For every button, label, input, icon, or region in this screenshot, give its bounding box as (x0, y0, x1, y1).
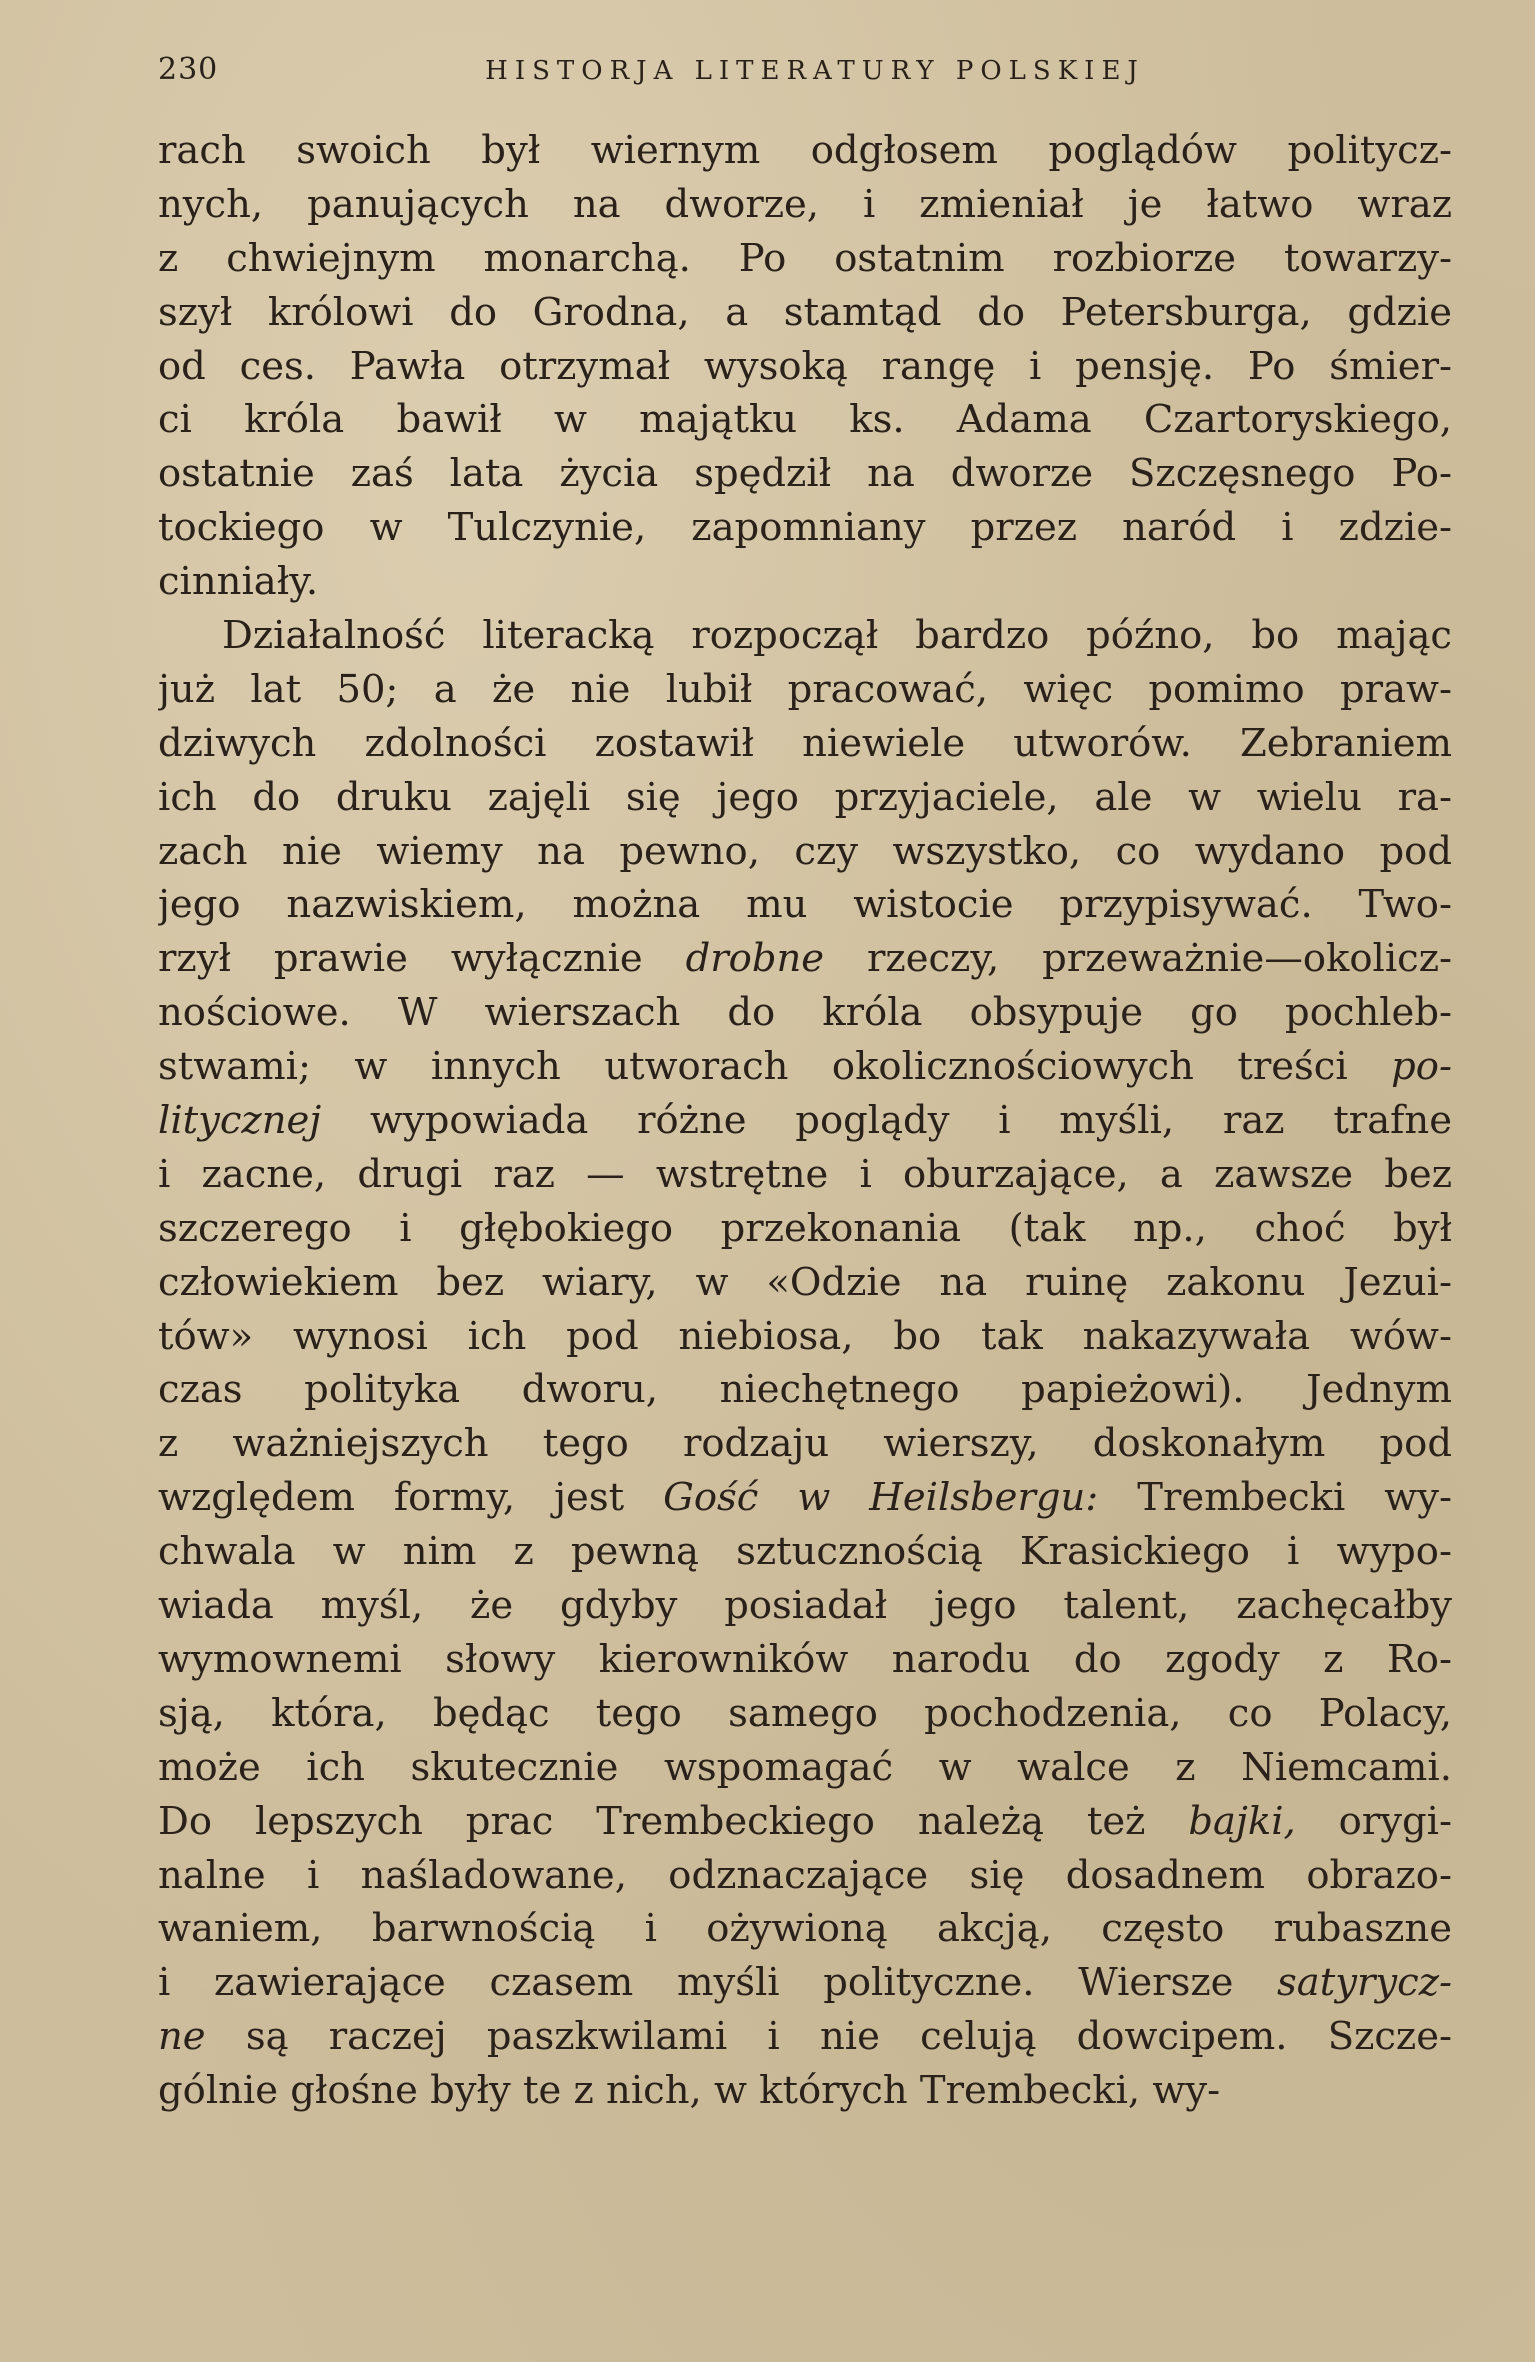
text-line (158, 1633, 1452, 1687)
text-line (158, 1956, 1452, 2010)
text-line (158, 1363, 1452, 1417)
text-line (158, 1741, 1452, 1795)
text-run: sją, która, będąc tego samego pochodzenia, co Polacy, (158, 1690, 1452, 1736)
text-run: już lat 50; a że nie lubił pracować, więc pomimo praw- (158, 666, 1452, 712)
text-line (158, 1256, 1452, 1310)
text-run: względem formy, jest (158, 1475, 664, 1521)
italic-text: ne (158, 2014, 206, 2060)
text-line (158, 1795, 1452, 1849)
text-run: Do lepszych prac Trembeckiego należą też (158, 1798, 1189, 1844)
text-run: orygi- (1295, 1798, 1452, 1844)
text-run: wypowiada różne poglądy i myśli, raz trafne (321, 1098, 1452, 1144)
text-line (158, 1094, 1452, 1148)
text-run: Działalność literacką rozpoczął bardzo późno, bo mając (222, 613, 1452, 659)
text-line (158, 771, 1452, 825)
text-line (158, 717, 1452, 771)
text-line (158, 1417, 1452, 1471)
text-run: są raczej paszkwilami i nie celują dowcipem. Szcze- (205, 2014, 1452, 2060)
text-run: tów» wynosi ich pod niebiosa, bo tak nakazywała wów- (158, 1313, 1452, 1359)
text-line (158, 340, 1452, 394)
text-line (158, 286, 1452, 340)
text-line (158, 1579, 1452, 1633)
italic-text: bajki, (1188, 1798, 1296, 1844)
text-line (158, 1202, 1452, 1256)
text-line (158, 1687, 1452, 1741)
paragraph (158, 124, 1452, 609)
page-number: 230 (158, 52, 219, 87)
text-line (158, 232, 1452, 286)
text-line (158, 932, 1452, 986)
text-run: i zawierające czasem myśli polityczne. Wiersze (158, 1960, 1278, 2006)
book-page (158, 52, 1452, 2118)
text-run: Trembecki wy- (1098, 1475, 1452, 1521)
text-run: z chwiejnym monarchą. Po ostatnim rozbiorze towarzy- (158, 235, 1452, 281)
text-line (158, 1148, 1452, 1202)
italic-text: po- (1391, 1044, 1452, 1090)
text-line (158, 555, 1452, 609)
text-run: rzeczy, przeważnie—okolicz- (824, 936, 1452, 982)
text-run: rach swoich był wiernym odgłosem poglądów politycz- (158, 128, 1452, 173)
text-run: czas polityka dworu, niechętnego papieżowi). Jednym (158, 1367, 1452, 1413)
text-line (158, 447, 1452, 501)
text-run: tockiego w Tulczynie, zapomniany przez naród i zdzie- (158, 505, 1452, 551)
text-run: szył królowi do Grodna, a stamtąd do Petersburga, gdzie (158, 289, 1452, 335)
paragraph (158, 609, 1452, 2118)
text-run: dziwych zdolności zostawił niewiele utworów. Zebraniem (158, 720, 1452, 766)
text-line (158, 501, 1452, 555)
text-line (158, 1902, 1452, 1956)
italic-text: drobne (685, 936, 825, 982)
italic-text: Gość w Heilsbergu: (663, 1475, 1099, 1521)
text-run: nych, panujących na dworze, i zmieniał je łatwo wraz (158, 181, 1452, 227)
text-line (158, 878, 1452, 932)
text-run: od ces. Pawła otrzymał wysoką rangę i pensję. Po śmier- (158, 343, 1452, 389)
text-run: nalne i naśladowane, odznaczające się dosadnem obrazo- (158, 1852, 1452, 1898)
text-line (158, 609, 1452, 663)
italic-text: satyrycz- (1277, 1960, 1452, 2006)
text-line (158, 2010, 1452, 2064)
text-run: chwala w nim z pewną sztucznością Krasickiego i wypo- (158, 1529, 1452, 1575)
running-title: HISTORJA LITERATURY POLSKIEJ (485, 56, 1145, 86)
text-run: wiada myśl, że gdyby posiadał jego talent, zachęcałby (158, 1583, 1452, 1629)
italic-text: litycznej (158, 1098, 322, 1144)
text-line (158, 124, 1452, 178)
text-line (158, 178, 1452, 232)
text-run: i zacne, drugi raz — wstrętne i oburzające, a zawsze bez (158, 1151, 1452, 1197)
text-line (158, 1525, 1452, 1579)
text-line (158, 1849, 1452, 1903)
running-head (158, 52, 1452, 102)
text-run: ostatnie zaś lata życia spędził na dworze Szczęsnego Po- (158, 451, 1452, 497)
text-run: jego nazwiskiem, można mu wistocie przypisywać. Two- (158, 882, 1452, 928)
text-run: stwami; w innych utworach okolicznościowych treści (158, 1044, 1392, 1090)
text-run: może ich skutecznie wspomagać w walce z Niemcami. (158, 1744, 1452, 1790)
text-line (158, 1040, 1452, 1094)
text-line (158, 986, 1452, 1040)
text-line (158, 2064, 1452, 2118)
text-run: waniem, barwnością i ożywioną akcją, często rubaszne (158, 1906, 1452, 1952)
text-line (158, 393, 1452, 447)
text-run: rzył prawie wyłącznie (158, 936, 686, 982)
text-run: nościowe. W wierszach do króla obsypuje go pochleb- (158, 990, 1452, 1036)
text-run: człowiekiem bez wiary, w «Odzie na ruinę zakonu Jezui- (158, 1259, 1452, 1305)
text-run: cinniały. (158, 559, 319, 605)
text-line (158, 1471, 1452, 1525)
text-line (158, 1310, 1452, 1364)
text-line (158, 825, 1452, 879)
text-run: ci króla bawił w majątku ks. Adama Czartoryskiego, (158, 397, 1452, 443)
text-run: zach nie wiemy na pewno, czy wszystko, co wydano pod (158, 828, 1452, 874)
text-run: gólnie głośne były te z nich, w których Trembecki, wy- (158, 2068, 1221, 2114)
text-run: ich do druku zajęli się jego przyjaciele, ale w wielu ra- (158, 774, 1452, 820)
text-run: wymownemi słowy kierowników narodu do zgody z Ro- (158, 1636, 1452, 1682)
text-line (158, 663, 1452, 717)
body-text (158, 124, 1452, 2118)
text-run: szczerego i głębokiego przekonania (tak np., choć był (158, 1205, 1452, 1251)
text-run: z ważniejszych tego rodzaju wierszy, doskonałym pod (158, 1421, 1452, 1467)
